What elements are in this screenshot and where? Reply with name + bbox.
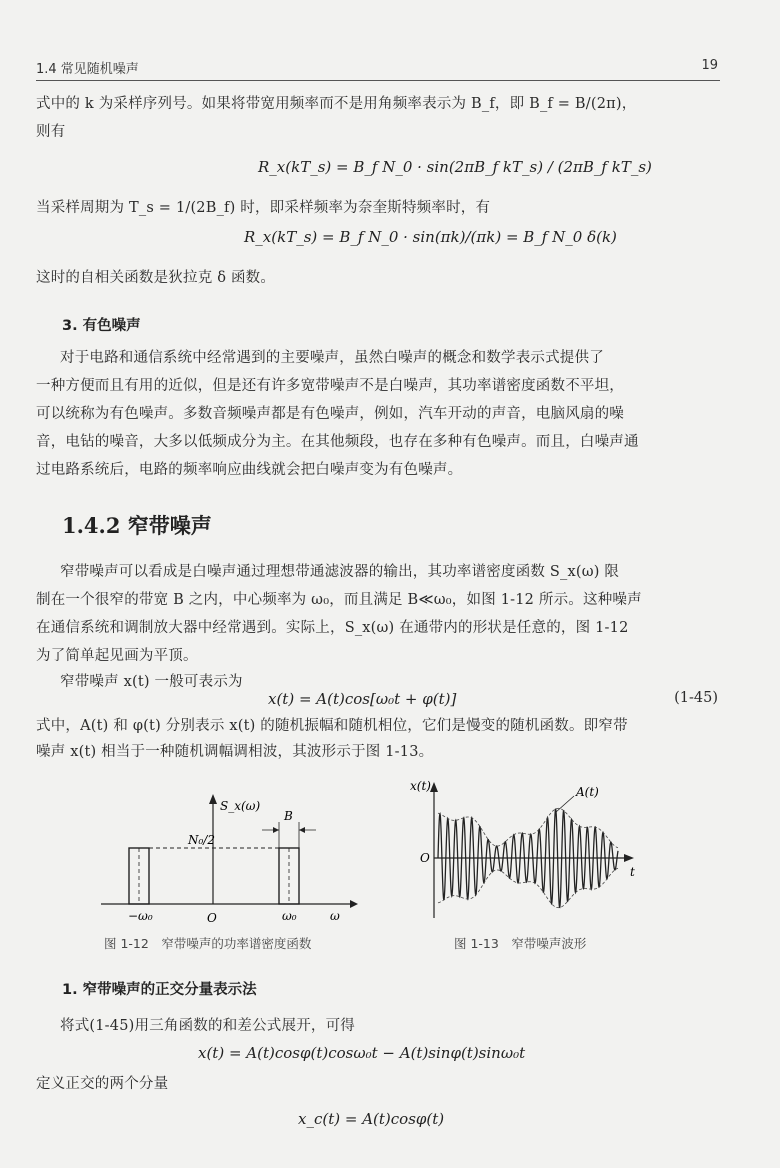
- paragraph-line: 则有: [36, 124, 66, 140]
- paragraph-line: 式中，A(t) 和 φ(t) 分别表示 x(t) 的随机振幅和随机相位，它们是慢变的随机函数。即窄带: [36, 718, 628, 734]
- paragraph-line: 对于电路和通信系统中经常遇到的主要噪声，虽然白噪声的概念和数学表示式提供了: [60, 350, 604, 366]
- figure-1-13-caption: 图 1-13 窄带噪声波形: [454, 936, 587, 951]
- header-rule: [36, 80, 720, 81]
- waveform-axis-label: x(t): [410, 779, 431, 793]
- paragraph-line: 式中的 k 为采样序列号。如果将带宽用频率而不是用角频率表示为 B_f，即 B_f = B/(2π)，: [36, 96, 637, 112]
- figure-1-12-psd: [96, 790, 358, 926]
- neg-center-label: −ω₀: [128, 909, 153, 923]
- running-header-section: 1.4 常见随机噪声: [36, 62, 139, 77]
- paragraph-line: 定义正交的两个分量: [36, 1076, 169, 1092]
- paragraph-line: 制在一个很窄的带宽 B 之内，中心频率为 ω₀，而且满足 B≪ω₀，如图 1-12 所示。这种噪声: [36, 592, 642, 608]
- paragraph-line: 一种方便而且有用的近似，但是还有许多宽带噪声不是白噪声，其功率谱密度函数不平坦，: [36, 378, 624, 394]
- omega-axis-arrow: [350, 900, 358, 908]
- equation-number: (1-45): [674, 690, 718, 706]
- paragraph-line: 当采样周期为 T_s = 1/(2B_f) 时，即采样频率为奈奎斯特频率时，有: [36, 200, 491, 216]
- subsection-heading-colored-noise: 3. 有色噪声: [62, 318, 141, 334]
- paragraph-line: 在通信系统和调制放大器中经常遇到。实际上，S_x(ω) 在通带内的形状是任意的，图 1-12: [36, 620, 629, 636]
- time-axis-label: t: [630, 865, 635, 879]
- paragraph-line: 将式(1-45)用三角函数的和差公式展开，可得: [60, 1018, 355, 1034]
- pos-center-label: ω₀: [282, 909, 297, 923]
- paragraph-line: 噪声 x(t) 相当于一种随机调幅调相波，其波形示于图 1-13。: [36, 744, 434, 760]
- paragraph-line: 音，电钻的噪音，大多以低频成分为主。在其他频段，也存在多种有色噪声。而且，白噪声通: [36, 434, 639, 450]
- origin-label: O: [207, 911, 217, 925]
- paragraph-line: 窄带噪声 x(t) 一般可表示为: [60, 674, 243, 690]
- envelope-pointer: [556, 796, 574, 812]
- figure-1-13-waveform: [404, 776, 654, 926]
- paragraph-line: 为了简单起见画为平顶。: [36, 648, 198, 664]
- paragraph-line: 过电路系统后，电路的频率响应曲线就会把白噪声变为有色噪声。: [36, 462, 463, 478]
- psd-axis-label: S_x(ω): [220, 799, 261, 813]
- x-axis-arrow: [430, 782, 438, 792]
- equation-expansion: x(t) = A(t)cosφ(t)cosω₀t − A(t)sinφ(t)sinω₀t: [198, 1044, 526, 1062]
- psd-axis-arrow: [209, 794, 217, 804]
- paragraph-line: 可以统称为有色噪声。多数音频噪声都是有色噪声，例如，汽车开动的声音，电脑风扇的噪: [36, 406, 624, 422]
- page-number: 19: [701, 58, 718, 73]
- subsection-heading-quadrature: 1. 窄带噪声的正交分量表示法: [62, 982, 257, 998]
- omega-axis-label: ω: [330, 909, 340, 923]
- paragraph-line: 窄带噪声可以看成是白噪声通过理想带通滤波器的输出，其功率谱密度函数 S_x(ω) 限: [60, 564, 620, 580]
- figure-1-12-caption: 图 1-12 窄带噪声的功率谱密度函数: [104, 936, 312, 951]
- equation-xc: x_c(t) = A(t)cosφ(t): [298, 1110, 445, 1128]
- bw-arrowhead-right: [299, 827, 305, 833]
- paragraph-line: 这时的自相关函数是狄拉克 δ 函数。: [36, 270, 276, 286]
- equation-dirac: R_x(kT_s) = B_f N_0 · sin(πk)/(πk) = B_f N_0 δ(k): [244, 228, 617, 246]
- time-axis-arrow: [624, 854, 634, 862]
- origin-label: O: [420, 851, 430, 865]
- envelope-label: A(t): [576, 785, 599, 799]
- level-label: N₀/2: [188, 833, 215, 847]
- section-heading-narrowband-noise: 1.4.2 窄带噪声: [62, 513, 212, 538]
- bw-arrowhead-left: [273, 827, 279, 833]
- equation-narrowband: x(t) = A(t)cos[ω₀t + φ(t)]: [268, 690, 457, 708]
- bandwidth-label: B: [284, 809, 293, 823]
- equation-sinc: R_x(kT_s) = B_f N_0 · sin(2πB_f kT_s) / (2πB_f kT_s): [258, 158, 652, 176]
